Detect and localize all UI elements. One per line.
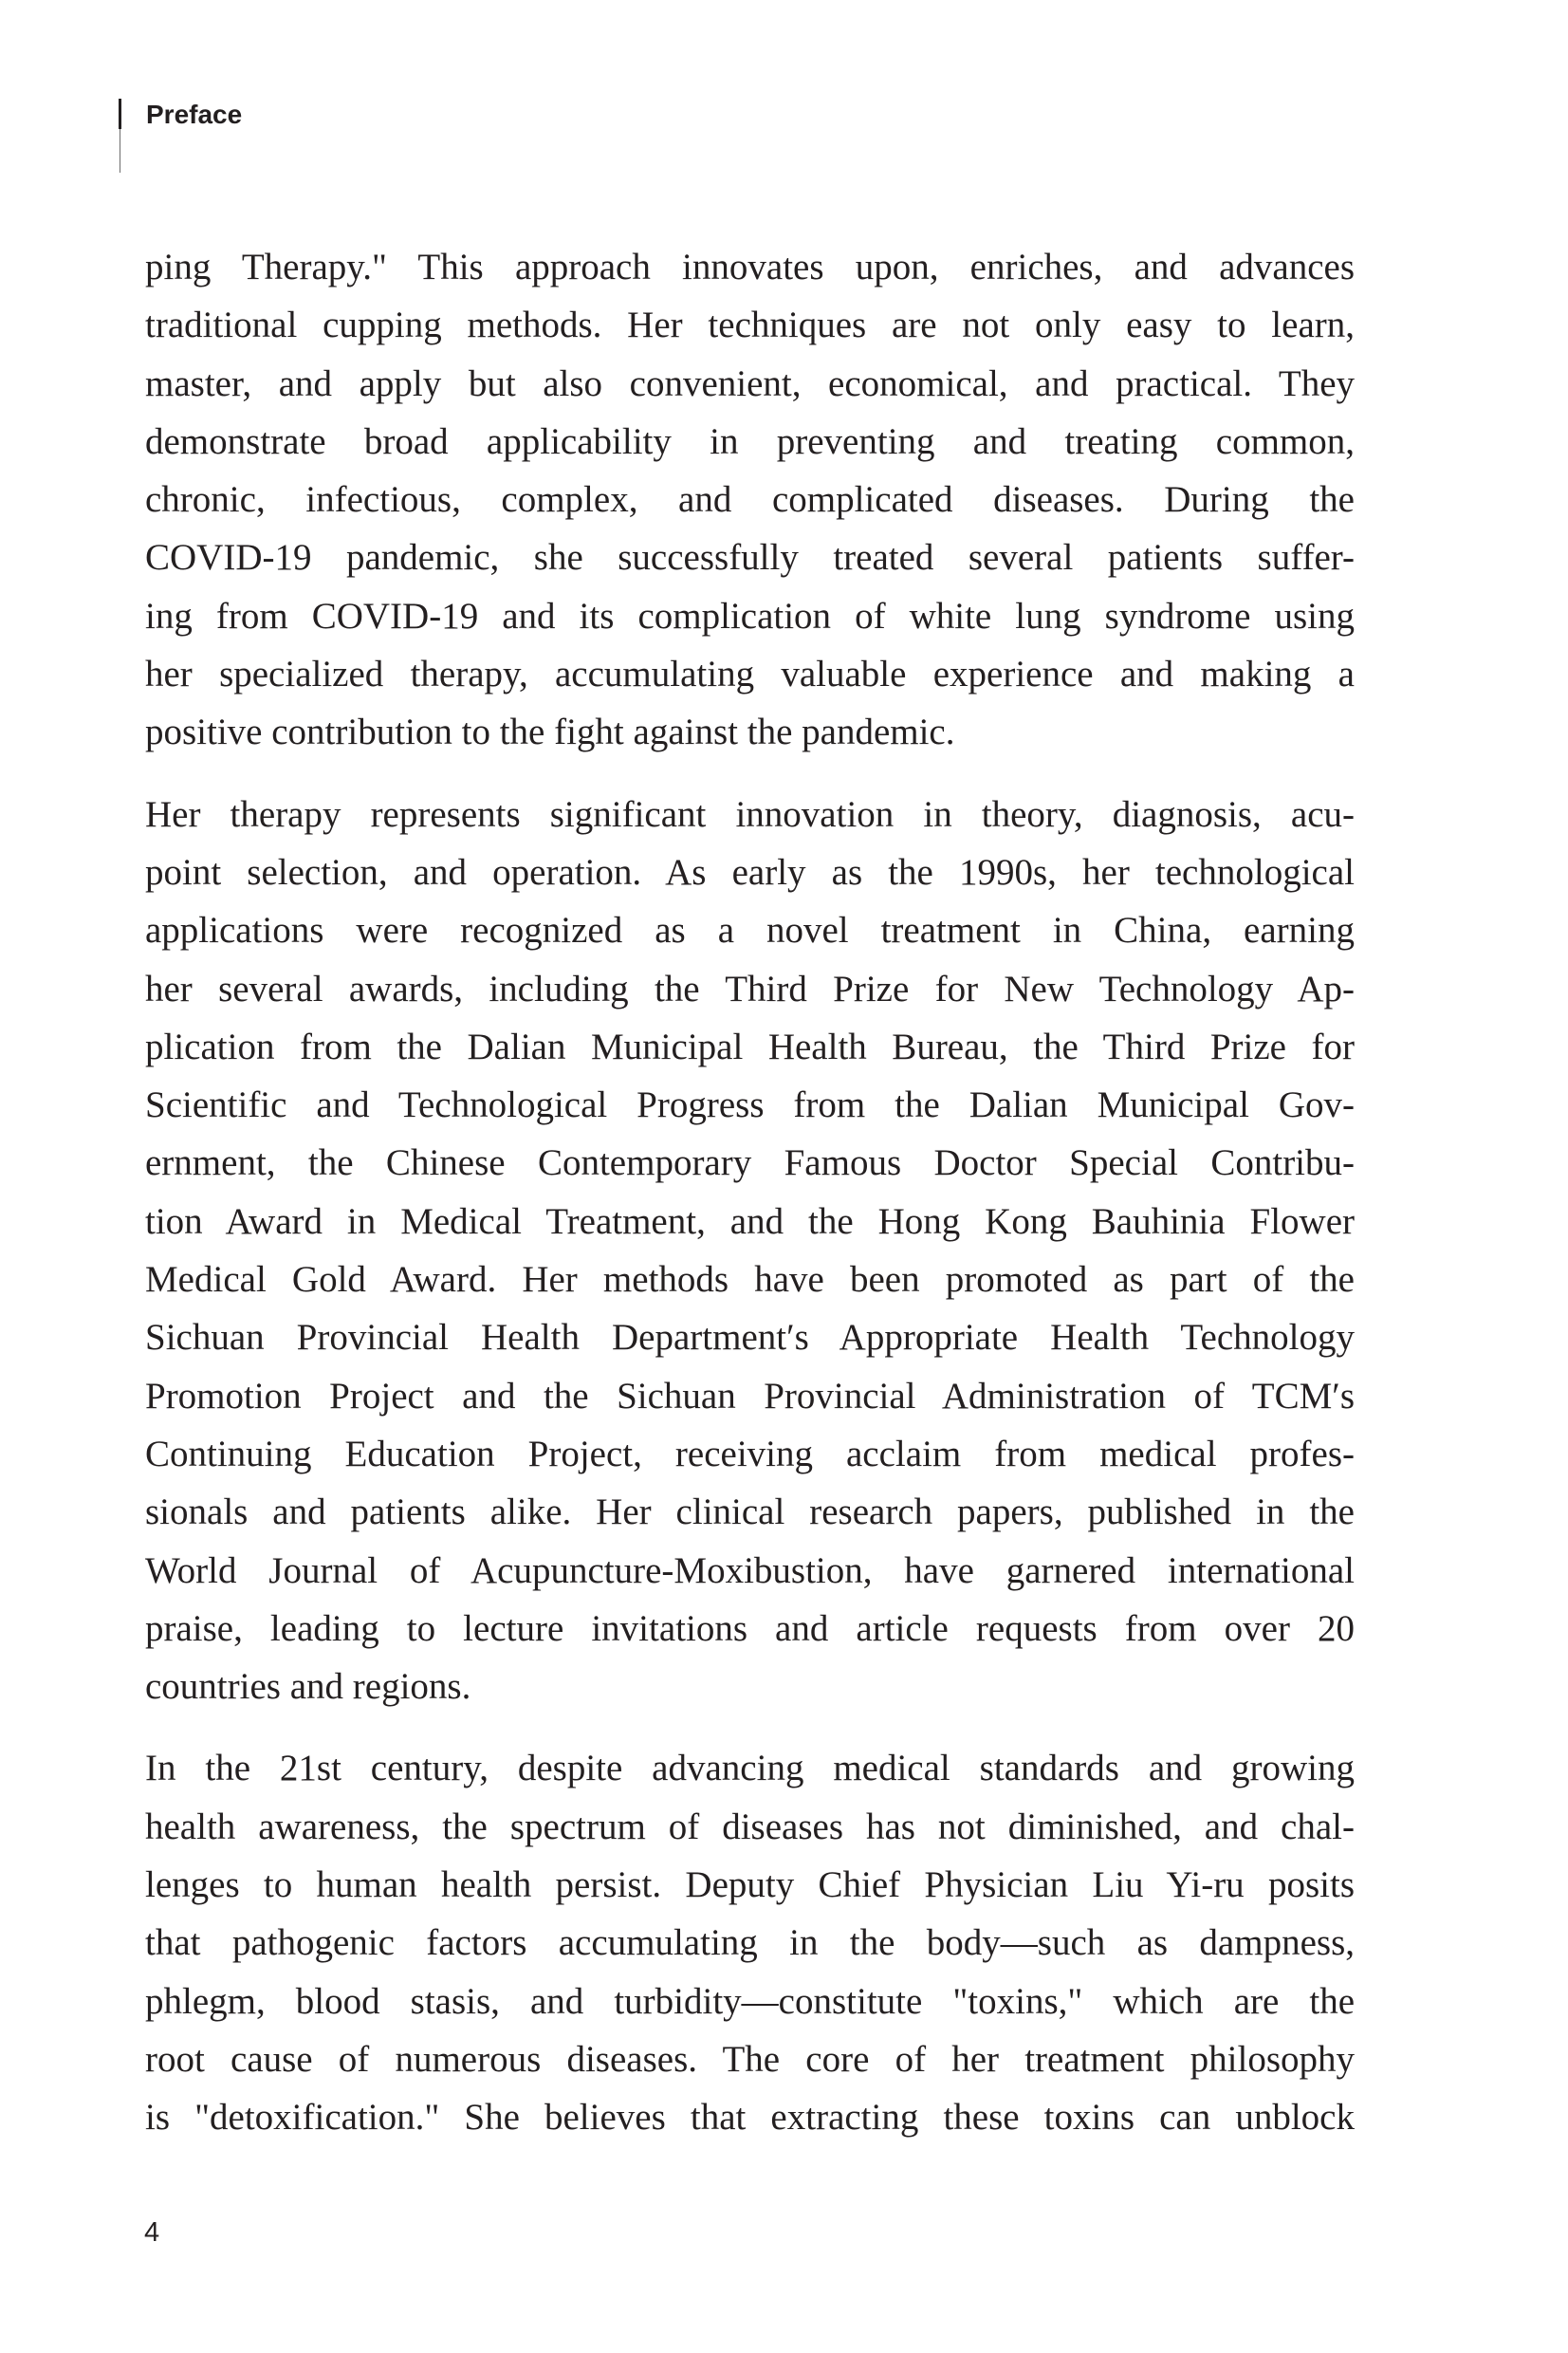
text-line: ernment, the Chinese Contemporary Famous Doctor Special Contribu- (145, 1142, 1355, 1184)
text-line: Scientific and Technological Progress from the Dalian Municipal Gov- (145, 1084, 1355, 1126)
text-line: master, and apply but also convenient, economical, and practical. They (145, 362, 1355, 404)
text-line: her specialized therapy, accumulating valuable experience and making a (145, 654, 1355, 695)
text-line: demonstrate broad applicability in preventing and treating common, (145, 420, 1355, 462)
running-head: Preface (146, 100, 243, 129)
text-line: In the 21st century, despite advancing medical standards and growing (145, 1748, 1355, 1789)
text-line: countries and regions. (145, 1666, 471, 1708)
text-line: ping Therapy." This approach innovates upon, enriches, and advances (145, 247, 1355, 287)
body-text (145, 238, 1355, 2147)
text-line: phlegm, blood stasis, and turbidity—constitute "toxins," which are the (145, 1980, 1355, 2022)
text-line: COVID-19 pandemic, she successfully treated several patients suffer- (145, 537, 1355, 579)
text-line: sionals and patients alike. Her clinical research papers, published in the (145, 1491, 1355, 1533)
text-line: that pathogenic factors accumulating in the body—such as dampness, (145, 1922, 1355, 1964)
text-line: tion Award in Medical Treatment, and the Hong Kong Bauhinia Flower (145, 1200, 1355, 1242)
text-line: health awareness, the spectrum of diseases has not diminished, and chal- (145, 1806, 1355, 1847)
text-line: positive contribution to the fight against the pandemic. (145, 712, 955, 753)
page-number: 4 (144, 2217, 160, 2248)
text-line: applications were recognized as a novel treatment in China, earning (145, 910, 1355, 952)
text-line: chronic, infectious, complex, and complicated diseases. During the (145, 479, 1355, 521)
text-line: Her therapy represents significant innovation in theory, diagnosis, acu- (145, 793, 1355, 835)
paragraph-2 (145, 786, 1355, 1716)
text-line: praise, leading to lecture invitations and article requests from over 20 (145, 1607, 1355, 1649)
text-line: point selection, and operation. As early as the 1990s, her technological (145, 851, 1355, 893)
paragraph-1 (145, 238, 1355, 762)
text-line: root cause of numerous diseases. The core of her treatment philosophy (145, 2038, 1355, 2080)
text-line: World Journal of Acupuncture-Moxibustion, have garnered international (145, 1549, 1355, 1591)
text-line: Continuing Education Project, receiving acclaim from medical profes- (145, 1433, 1355, 1474)
text-line: ing from COVID-19 and its complication of white lung syndrome using (145, 595, 1355, 637)
paragraph-3 (145, 1739, 1355, 2146)
running-head-rule (119, 99, 121, 129)
text-line: Promotion Project and the Sichuan Provincial Administration of TCM′s (145, 1375, 1355, 1417)
text-line: her several awards, including the Third Prize for New Technology Ap- (145, 968, 1355, 1010)
text-line: lenges to human health persist. Deputy Chief Physician Liu Yi-ru posits (145, 1864, 1355, 1906)
text-line: traditional cupping methods. Her techniques are not only easy to learn, (145, 305, 1355, 346)
text-line: is "detoxification." She believes that extracting these toxins can unblock (145, 2097, 1355, 2139)
text-line: Sichuan Provincial Health Department′s Appropriate Health Technology (145, 1317, 1355, 1359)
text-line: plication from the Dalian Municipal Health Bureau, the Third Prize for (145, 1026, 1355, 1067)
text-line: Medical Gold Award. Her methods have been promoted as part of the (145, 1259, 1355, 1301)
